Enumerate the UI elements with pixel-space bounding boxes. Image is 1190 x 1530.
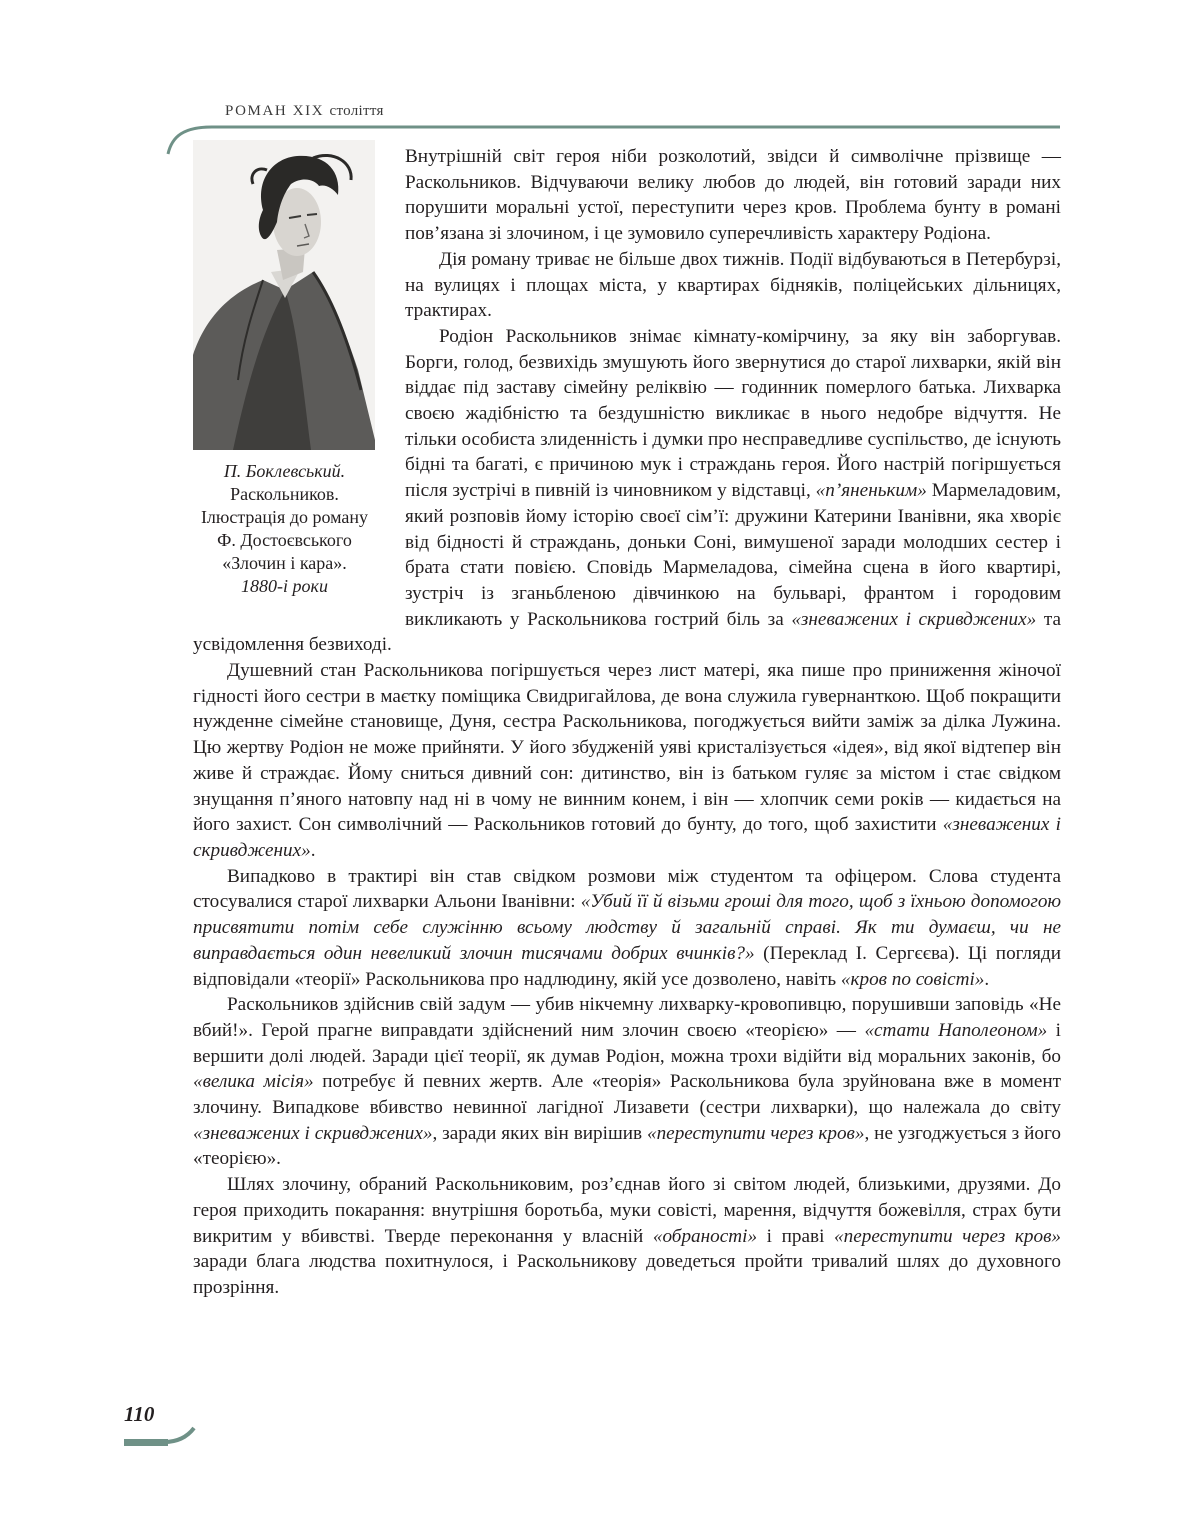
text-run: Дія роману триває не більше двох тижнів. Події відбуваються в Петербурзі, на вулицях і площах міста, у квартирах бідняків, поліцейських дільницях, трактирах. xyxy=(405,248,1061,322)
text-run: Родіон Раскольников знімає кімнату-комірчину, за яку він заборгував. Борги, голод, безвихідь змушують його звернутися до старої лихварки, якій він віддає під заставу сімейну реліквію — годинник померлого батька. Лихварка своєю жадібністю та бездушністю викликає в нього недобре відчуття. Не тільки особиста злиденність і думки про несправедливе суспільство, де існують бідні та багаті, є причиною мук і страждань героя. Його настрій погіршується після зустрічі в пивній із чиновником у відставці, xyxy=(405,325,1061,502)
text-run: і вершити долі людей. Заради цієї теорії, як думав Родіон, можна трохи відійти від моральних законів, бо xyxy=(193,1019,1061,1067)
caption-date: 1880-і роки xyxy=(241,576,328,596)
italic-quote: «велика місія» xyxy=(193,1071,314,1093)
italic-quote: «переступити через кров» xyxy=(834,1225,1061,1247)
caption-title: Раскольников. xyxy=(230,484,339,504)
body-text xyxy=(193,144,1061,1301)
page-number: 110 xyxy=(124,1402,155,1426)
text-run: Мармеладовим, який розповів йому історію своєї сім’ї: дружини Катерини Іванівни, яка хворіє від бідності й страждань, доньки Соні, вимушеної заради молодших сестер і брата стати повією. Сповідь Мармеладова, сімейна сцена в його квартирі, зустріч із зганьбленою дівчинкою на бульварі, франтом і городовим викликають у Раскольникова гострий біль за xyxy=(405,480,1061,630)
text-run: . xyxy=(984,968,990,990)
italic-quote: «зневажених і скривджених» xyxy=(193,814,1062,861)
text-run: та усвідомлення безвиході. xyxy=(193,608,1061,656)
caption-author: П. Боклевський. xyxy=(223,461,346,481)
running-head-caps: РОМАН XIX xyxy=(225,103,325,119)
italic-quote: «Убий її й візьми гроші для того, щоб з їхньою допомогою присвятити потім себе служінню всьому людству й загальній справі. Як ти думаєш, чи не виправдається один невеликий злочин тисячами добрих вчинків?» xyxy=(193,891,1061,964)
text-run: і праві xyxy=(757,1225,835,1247)
caption-line: Ілюстрація до роману xyxy=(200,507,369,527)
italic-quote: «кров по совісті» xyxy=(840,968,985,990)
text-run: Внутрішній світ героя ніби розколотий, звідси й символічне прізвище — Раскольников. Відчуваючи велику любов до людей, він готовий заради них порушити моральні устої, переступити через кров. Проблема бунту в романі пов’язана зі злочином, і це зумовило суперечливість характеру Родіона. xyxy=(405,146,1061,245)
text-run: , заради яких він вирішив xyxy=(432,1122,647,1144)
caption-line: Ф. Достоєвського xyxy=(217,530,352,550)
running-head-subtitle: століття xyxy=(329,103,384,119)
text-run: Шлях злочину, обраний Раскольниковим, роз’єднав його зі світом людей, близькими, друзями. До героя приходить покарання: внутрішня боротьба, муки совісті, марення, відчуття божевілля, страх бути викритим у вбивстві. Тверде переконання у власній xyxy=(193,1174,1061,1247)
body-paragraph xyxy=(193,1172,1061,1301)
body-paragraph xyxy=(193,864,1061,993)
text-run: (Переклад І. Сергєєва). Ці погляди відповідали «теорії» Раскольникова про надлюдину, якій усе дозволено, навіть xyxy=(193,942,1061,990)
caption-line: «Злочин і кара». xyxy=(222,553,347,573)
body-paragraph xyxy=(193,992,1061,1172)
text-run: , не узгоджується з його «теорією». xyxy=(193,1122,1061,1170)
text-run: потребує й певних жертв. Але «теорія» Раскольникова була зруйнована вже в момент злочину. Випадкове вбивство невинної лагідної Лизавети (сестри лихварки), що належала до світу xyxy=(193,1071,1062,1119)
text-run: Випадково в трактирі він став свідком розмови між студентом та офіцером. Слова студента стосувалися старої лихварки Альони Іванівни: xyxy=(193,865,1061,913)
body-paragraph xyxy=(193,658,1061,864)
italic-quote: «п’яненьким» xyxy=(815,480,927,502)
text-run: . xyxy=(310,839,316,861)
italic-quote: «зневажених і скривджених» xyxy=(193,1122,433,1144)
italic-quote: «переступити через кров» xyxy=(646,1122,865,1144)
italic-quote: «зневажених і скривджених» xyxy=(791,608,1037,630)
figure-spacer xyxy=(193,144,405,608)
footer-rule-decoration xyxy=(124,1424,204,1448)
text-run: заради блага людства похитнулося, і Раскольникову доведеться пройти тривалий шлях до духовного прозріння. xyxy=(193,1251,1061,1298)
text-run: Раскольников здійснив свій задум — убив нікчемну лихварку-кровопивцю, порушивши заповідь «Не вбий!». Герой прагне виправдати здійснений ним злочин своєю «теорією» — xyxy=(193,994,1061,1041)
italic-quote: «обраності» xyxy=(652,1225,758,1247)
text-run: Душевний стан Раскольникова погіршується через лист матері, яка пише про приниження жіночої гідності його сестри в маєтку поміщика Свидригайлова, де вона служила гувернанткою. Щоб покращити нужденне сімейне становище, Дуня, сестра Раскольникова, погоджується вийти заміж за ділка Лужина. Цю жертву Родіон не може прийняти. У його збудженій уяві кристалізується «ідея», від якої відтепер він живе й страждає. Йому сниться дивний сон: дитинство, він із батьком гуляє за містом і стає свідком знущання п’яного натовпу над ні в чому не винним конем, і він — хлопчик семи років — кидається на його захист. Сон символічний — Раскольников готовий до бунту, до того, щоб захистити xyxy=(193,660,1061,836)
italic-quote: «стати Наполеоном» xyxy=(864,1019,1048,1041)
